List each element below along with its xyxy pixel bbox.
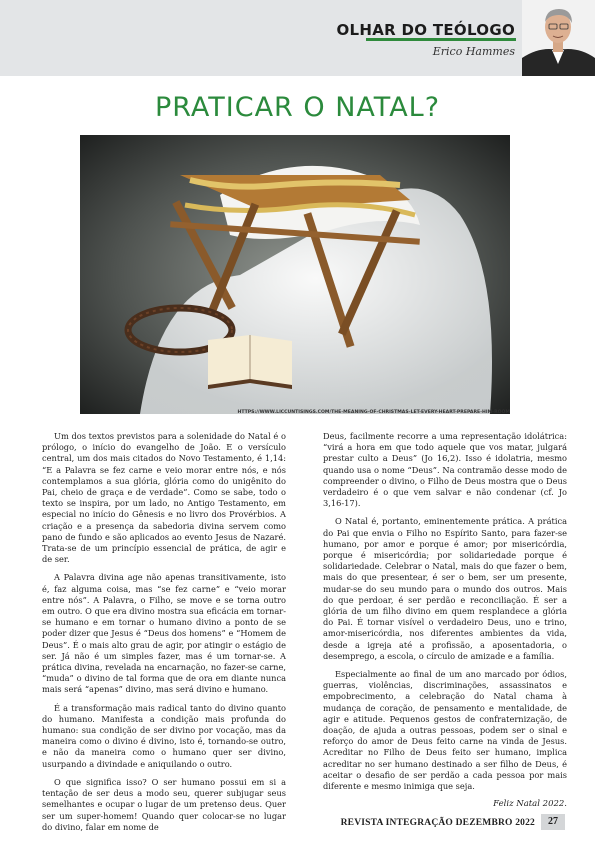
- article-column-right: [323, 431, 567, 811]
- publication-name: REVISTA INTEGRAÇÃO DEZEMBRO 2022: [340, 818, 535, 828]
- image-credit: HTTPS://WWW.LICCUNTISINGS.COM/THE-MEANING-OF-CHRISTMAS-LET-EVERY-HEART-PREPARE-HIM-ROOM: [237, 410, 510, 415]
- paragraph: O que significa isso? O ser humano possui em si a tentação de ser deus a modo seu, querer subjugar seus semelhantes e ocupar o lugar de um pretenso deus. Quer ser um super-homem! Quando quer colocar-se no lugar do divino, falar em nome de: [42, 776, 286, 832]
- article-column-left: [42, 431, 286, 840]
- paragraph: O Natal é, portanto, eminentemente prática. A prática do Pai que envia o Filho no Espírito Santo, para fazer-se humano, por amor e porque é amor; por misericórdia, porque é misericórdia; por solidariedade porque é solidariedade. Celebrar o Natal, mais do que fazer o bem, mais do que presentear, é ser o bem, ser um presente, mudar-se do seu mundo para o mundo dos outros. Mais do que perdoar, é ser perdão e reconciliação. É ser a glória de um filho divino em quem resplandece a glória do Pai. É tornar visível o verdadeiro Deus, uno e trino, amor-misericórdia, nos diferentes ambientes da vida, desde a igreja até a profissão, a aposentadoria, o desemprego, a escola, o círculo de amizade e a família.: [323, 516, 567, 661]
- signoff: Feliz Natal 2022.: [493, 799, 567, 810]
- paragraph: Especialmente ao final de um ano marcado por ódios, guerras, violências, discriminações, assassinatos e empobrecimento, a celebração do Natal chama à mudança de coração, de pensamento e mentalidade, de agir e atitude. Pequenos gestos de confraternização, de doação, de ajuda a outras pessoas, podem ser o sinal e reforço do amor de Deus feito carne na vinda de Jesus. Acreditar no Filho de Deus feito ser humano, implica acreditar no ser humano destinado a ser filho de Deus, é aceitar o desafio de ser perdão a cada pessoa por mais diferente e mesmo inimiga que seja.: [323, 669, 567, 792]
- article-title: PRATICAR O NATAL?: [154, 92, 441, 123]
- author-name: Erico Hammes: [432, 45, 515, 58]
- page-footer: [0, 810, 595, 840]
- paragraph: É a transformação mais radical tanto do divino quanto do humano. Manifesta a condição mais profunda do humano: sua condição de ser divino por vocação, mas da maneira como o divino é divino, isto é, tornando-se outro, e não da maneira como o humano quer ser divino, usurpando a divindade e aniquilando o outro.: [42, 702, 286, 769]
- paragraph: Deus, facilmente recorre a uma representação idolátrica: “virá a hora em que todo aquele que vos matar, julgará prestar culto a Deus” (Jo 16,2). Isso é idolatria, mesmo quando usa o nome “Deus”. Na contramão desse modo de compreender o divino, o Filho de Deus mostra que o Deus verdadeiro é o que vem salvar e não condenar (cf. Jo 3,16-17).: [323, 431, 567, 509]
- nativity-manger-image: [80, 135, 510, 414]
- page-number: 27: [541, 814, 565, 830]
- paragraph: Um dos textos previstos para a solenidade do Natal é o prólogo, o início do evangelho de João. E o versículo central, um dos mais citados do Novo Testamento, é 1,14: “E a Palavra se fez carne e veio morar entre nós, e nós contemplamos a sua glória, glória como do unigênito do Pai, cheio de graça e de verdade”. Como se sabe, todo o texto se inspira, por um lado, no Antigo Testamento, em especial no início do Gênesis e no livro dos Provérbios. A criação e a presença da sabedoria divina servem como pano de fundo e são aplicados ao evento Jesus de Nazaré. Trata-se de um princípio essencial de prática, de agir e de ser.: [42, 431, 286, 565]
- paragraph: A Palavra divina age não apenas transitivamente, isto é, faz alguma coisa, mas “se fez carne” e “veio morar entre nós”. A Palavra, o Filho, se move e se torna outro em outro. O que era divino mostra sua eficácia em tornar-se humano e em tornar o humano divino a ponto de se poder dizer que Jesus é “Deus dos homens” e “Homem de Deus”. É o mais alto grau de agir, por atingir o estágio de ser. Já não é um simples fazer, mas é um tornar-se. A prática divina, revelada na encarnação, no fazer-se carne, “muda” o divino de tal forma que de ora em diante nunca mais será “apenas” divino, mas será divino e humano.: [42, 572, 286, 695]
- section-title: OLHAR DO TEÓLOGO: [336, 21, 515, 39]
- author-photo: [522, 0, 595, 76]
- page-header: [0, 0, 595, 76]
